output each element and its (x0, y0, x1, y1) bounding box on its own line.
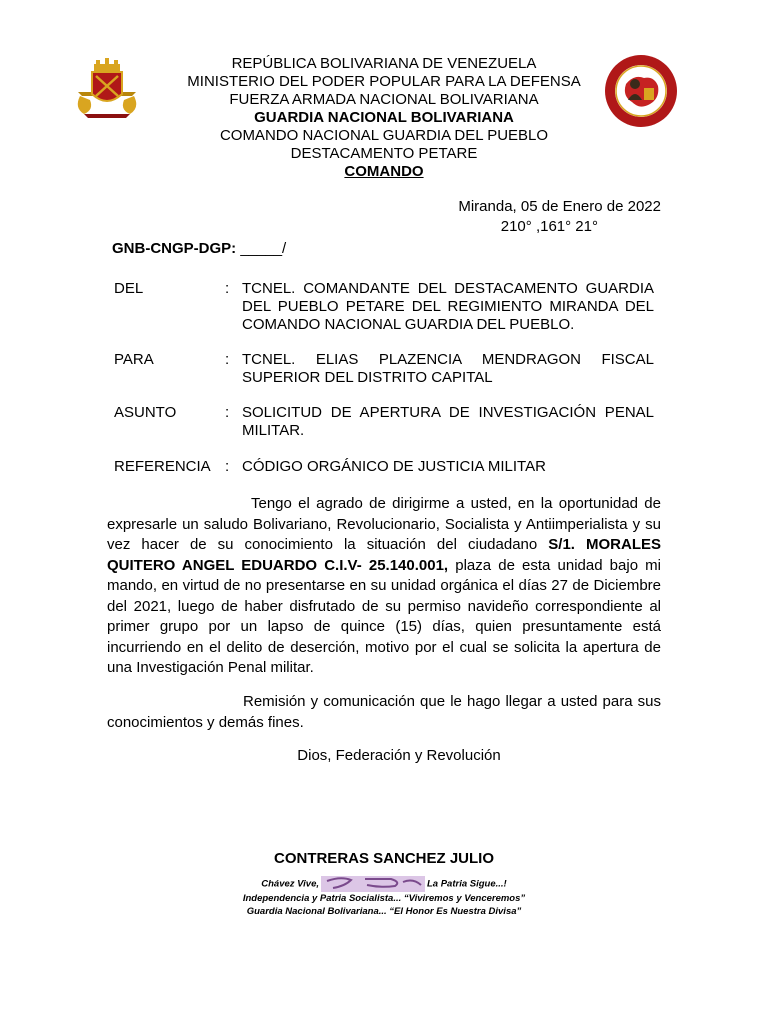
signature-strip-icon (321, 876, 425, 892)
memo-colon: : (225, 351, 230, 368)
memo-from-value: TCNEL. COMANDANTE DEL DESTACAMENTO GUARDIA DEL PUEBLO PETARE DEL REGIMIENTO MIRANDA DEL COMANDO NACIONAL GUARDIA DEL PUEBLO. (242, 280, 654, 333)
memo-from-label: DEL (114, 280, 144, 297)
memo-subject-label: ASUNTO (114, 404, 177, 421)
header-guard: GUARDIA NACIONAL BOLIVARIANA (254, 109, 514, 126)
footer-line-3: Guardia Nacional Bolivariana... “El Honor Es Nuestra Divisa” (246, 906, 522, 917)
signer-name: CONTRERAS SANCHEZ JULIO (273, 850, 494, 867)
memo-row-reference (114, 458, 654, 478)
header-ministry: MINISTERIO DEL PODER POPULAR PARA LA DEFENSA (187, 73, 581, 90)
footer-line-2: Independencia y Patria Socialista... “Viviremos y Venceremos” (242, 893, 526, 904)
body-paragraph-2 (107, 692, 661, 733)
footer-line-1 (160, 876, 608, 892)
closing-salutation: Dios, Federación y Revolución (297, 747, 501, 764)
body-paragraph-1 (107, 494, 661, 679)
memo-reference-label: REFERENCIA (114, 458, 211, 475)
reference-code (112, 239, 286, 259)
footer-slogans (160, 876, 608, 918)
reference-code-prefix: GNB-CNGP-DGP: (112, 240, 237, 257)
header-detachment: DESTACAMENTO PETARE (290, 145, 478, 162)
footer-line-1-start: Chávez Vive, (261, 878, 319, 890)
document-date: Miranda, 05 de Enero de 2022 (458, 198, 661, 215)
guardia-nacional-crest-icon (74, 56, 140, 122)
memo-row-from (114, 280, 654, 336)
body-paragraph-1-start: Tengo el agrado de dirigirme a usted, en la oportunidad de expresarle un saludo Bolivariano, Revolucionario, Socialista y Antiimperialista y su vez hacer de su conocimiento la situación del ciudadano (107, 495, 661, 553)
memo-colon: : (225, 280, 230, 297)
command-round-seal-icon (604, 54, 678, 128)
memo-to-label: PARA (114, 351, 154, 368)
memo-row-subject (114, 404, 654, 442)
header-armed-force: FUERZA ARMADA NACIONAL BOLIVARIANA (229, 91, 539, 108)
footer-line-1-end: La Patria Sigue...! (427, 878, 507, 890)
anniversary-years: 210° ,161° 21° (500, 218, 598, 235)
memo-subject-value: SOLICITUD DE APERTURA DE INVESTIGACIÓN PENAL MILITAR. (242, 404, 654, 439)
memo-colon: : (225, 404, 230, 421)
reference-code-blank: _____/ (236, 240, 287, 257)
header-country: REPÚBLICA BOLIVARIANA DE VENEZUELA (231, 55, 537, 72)
memo-to-value: TCNEL. ELIAS PLAZENCIA MENDRAGON FISCAL SUPERIOR DEL DISTRITO CAPITAL (242, 351, 654, 386)
letterhead (140, 55, 628, 181)
memo-reference-value: CÓDIGO ORGÁNICO DE JUSTICIA MILITAR (242, 458, 546, 475)
body-paragraph-2-text: Remisión y comunicación que le hago llegar a usted para sus conocimientos y demás fines. (107, 693, 661, 731)
header-command: COMANDO NACIONAL GUARDIA DEL PUEBLO (219, 127, 549, 144)
citizen-identification: S/1. MORALES QUITERO ANGEL EDUARDO C.I.V- 25.140.001, (107, 536, 661, 574)
memo-colon: : (225, 458, 230, 475)
header-comando: COMANDO (344, 163, 424, 180)
body-paragraph-1-end: plaza de esta unidad bajo mi mando, en virtud de no presentarse en su unidad orgánica el días 27 de Diciembre del 2021, luego de haber disfrutado de su permiso navideño correspondiente al primer grupo por un lapso de quince (15) días, quien presuntamente está incurriendo en el delito de deserción, motivo por el cual se solicita la apertura de una Investigación Penal militar. (107, 556, 661, 676)
memo-row-to (114, 351, 654, 389)
